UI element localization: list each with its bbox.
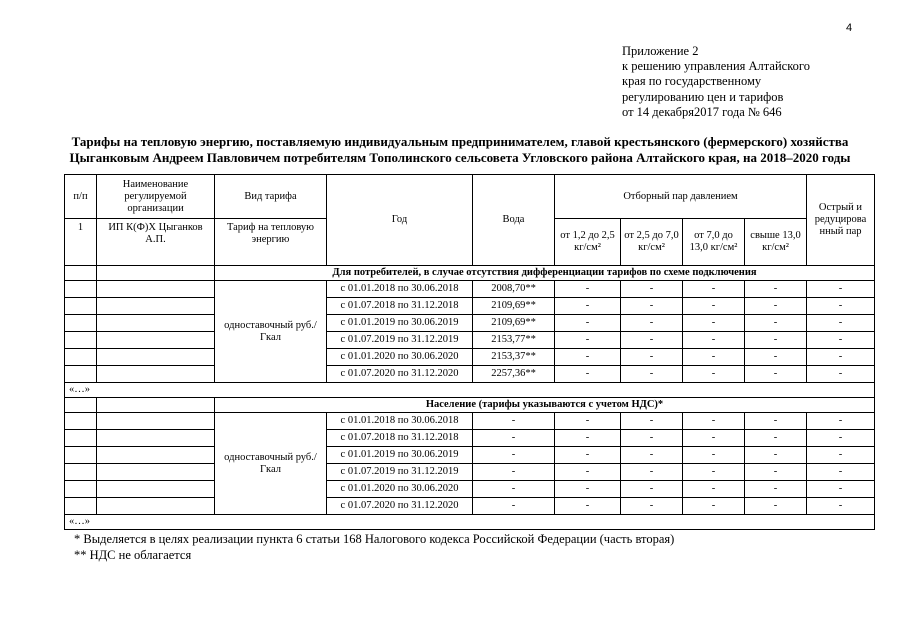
- water-cell: 2257,36**: [473, 366, 555, 383]
- sharp-steam-cell: -: [807, 366, 875, 383]
- cell-empty: [65, 315, 97, 332]
- cell-empty: [65, 298, 97, 315]
- table-row: [65, 498, 875, 515]
- header-steam-2: от 2,5 до 7,0 кг/см²: [621, 219, 683, 266]
- steam-3-cell: -: [683, 430, 745, 447]
- steam-1-cell: -: [555, 464, 621, 481]
- steam-2-cell: -: [621, 349, 683, 366]
- steam-4-cell: -: [745, 447, 807, 464]
- cell-empty: [65, 481, 97, 498]
- steam-2-cell: -: [621, 298, 683, 315]
- header-org: Наименование регулируемой организации: [97, 175, 215, 219]
- water-cell: -: [473, 498, 555, 515]
- steam-1-cell: -: [555, 315, 621, 332]
- appendix-line: регулированию цен и тарифов: [622, 89, 784, 104]
- steam-4-cell: -: [745, 349, 807, 366]
- cell-empty: [65, 398, 97, 413]
- tariff-table: [64, 174, 875, 530]
- cell-empty: [97, 332, 215, 349]
- steam-3-cell: -: [683, 498, 745, 515]
- steam-4-cell: -: [745, 315, 807, 332]
- steam-3-cell: -: [683, 281, 745, 298]
- table-row: [65, 464, 875, 481]
- cell-empty: [97, 266, 215, 281]
- table-row: [65, 349, 875, 366]
- period-cell: с 01.01.2019 по 30.06.2019: [327, 315, 473, 332]
- sharp-steam-cell: -: [807, 298, 875, 315]
- sharp-steam-cell: -: [807, 447, 875, 464]
- steam-3-cell: -: [683, 447, 745, 464]
- steam-3-cell: -: [683, 464, 745, 481]
- sharp-steam-cell: -: [807, 281, 875, 298]
- cell-empty: [65, 413, 97, 430]
- sharp-steam-cell: -: [807, 498, 875, 515]
- cell-empty: [97, 413, 215, 430]
- header-tariff-type: Вид тарифа: [215, 175, 327, 219]
- steam-4-cell: -: [745, 430, 807, 447]
- steam-2-cell: -: [621, 481, 683, 498]
- header-water: Вода: [473, 175, 555, 266]
- table-row: [65, 366, 875, 383]
- water-cell: -: [473, 447, 555, 464]
- steam-2-cell: -: [621, 498, 683, 515]
- period-cell: с 01.01.2018 по 30.06.2018: [327, 281, 473, 298]
- table-row: [65, 332, 875, 349]
- steam-2-cell: -: [621, 332, 683, 349]
- ellipsis-row: [65, 515, 875, 530]
- cell-empty: [97, 349, 215, 366]
- sharp-steam-cell: -: [807, 413, 875, 430]
- table-row: [65, 315, 875, 332]
- cell-empty: [97, 447, 215, 464]
- appendix-block: [622, 44, 810, 120]
- water-cell: -: [473, 481, 555, 498]
- footnote: ** НДС не облагается: [74, 547, 192, 562]
- cell-empty: [97, 298, 215, 315]
- table-row: [65, 481, 875, 498]
- period-cell: с 01.07.2020 по 31.12.2020: [327, 498, 473, 515]
- cell-empty: [65, 447, 97, 464]
- table-row: [65, 430, 875, 447]
- period-cell: с 01.01.2019 по 30.06.2019: [327, 447, 473, 464]
- document-title: [40, 134, 880, 166]
- tariff-name: Тариф на тепловую энергию: [215, 219, 327, 266]
- sharp-steam-cell: -: [807, 332, 875, 349]
- steam-3-cell: -: [683, 413, 745, 430]
- steam-2-cell: -: [621, 315, 683, 332]
- steam-4-cell: -: [745, 481, 807, 498]
- cell-empty: [65, 464, 97, 481]
- section-header-row: [65, 266, 875, 281]
- steam-1-cell: -: [555, 332, 621, 349]
- cell-empty: [65, 349, 97, 366]
- period-cell: с 01.07.2018 по 31.12.2018: [327, 298, 473, 315]
- period-cell: с 01.07.2020 по 31.12.2020: [327, 366, 473, 383]
- header-steam-4: свыше 13,0 кг/см²: [745, 219, 807, 266]
- tariff-label: одноставочный руб./Гкал: [215, 413, 327, 515]
- table-row: [65, 447, 875, 464]
- water-cell: 2109,69**: [473, 315, 555, 332]
- table-row: [65, 298, 875, 315]
- period-cell: с 01.01.2020 по 30.06.2020: [327, 349, 473, 366]
- appendix-line: края по государственному: [622, 74, 762, 89]
- steam-2-cell: -: [621, 430, 683, 447]
- water-cell: 2008,70**: [473, 281, 555, 298]
- steam-1-cell: -: [555, 349, 621, 366]
- steam-4-cell: -: [745, 498, 807, 515]
- steam-3-cell: -: [683, 332, 745, 349]
- steam-4-cell: -: [745, 413, 807, 430]
- header-sharp-steam: Острый и редуцирова нный пар: [807, 175, 875, 266]
- cell-empty: [97, 281, 215, 298]
- section-header-row: [65, 398, 875, 413]
- steam-2-cell: -: [621, 366, 683, 383]
- cell-empty: [97, 430, 215, 447]
- ellipsis-cell: «…»: [65, 515, 875, 530]
- steam-1-cell: -: [555, 430, 621, 447]
- cell-empty: [65, 430, 97, 447]
- steam-1-cell: -: [555, 298, 621, 315]
- period-cell: с 01.07.2018 по 31.12.2018: [327, 430, 473, 447]
- steam-2-cell: -: [621, 281, 683, 298]
- water-cell: 2153,37**: [473, 349, 555, 366]
- cell-empty: [97, 366, 215, 383]
- water-cell: -: [473, 464, 555, 481]
- steam-4-cell: -: [745, 464, 807, 481]
- steam-3-cell: -: [683, 298, 745, 315]
- cell-empty: [97, 464, 215, 481]
- cell-empty: [97, 481, 215, 498]
- water-cell: 2153,77**: [473, 332, 555, 349]
- org-name: ИП К(Ф)Х Цыганков А.П.: [97, 219, 215, 266]
- steam-2-cell: -: [621, 447, 683, 464]
- steam-1-cell: -: [555, 281, 621, 298]
- ellipsis-row: [65, 383, 875, 398]
- steam-1-cell: -: [555, 498, 621, 515]
- steam-2-cell: -: [621, 413, 683, 430]
- steam-4-cell: -: [745, 332, 807, 349]
- header-year: Год: [327, 175, 473, 266]
- section-title: Для потребителей, в случае отсутствия дифференциации тарифов по схеме подключения: [215, 266, 875, 281]
- cell-empty: [65, 281, 97, 298]
- period-cell: с 01.01.2018 по 30.06.2018: [327, 413, 473, 430]
- header-steam-group: Отборный пар давлением: [555, 175, 807, 219]
- section-title: Население (тарифы указываются с учетом НДС)*: [215, 398, 875, 413]
- cell-empty: [65, 332, 97, 349]
- title-line: Тарифы на тепловую энергию, поставляемую индивидуальным предпринимателем, главой крестьянского (фермерского) хозяйства: [71, 134, 849, 149]
- steam-4-cell: -: [745, 366, 807, 383]
- steam-1-cell: -: [555, 447, 621, 464]
- steam-3-cell: -: [683, 366, 745, 383]
- appendix-line: к решению управления Алтайского: [622, 59, 810, 74]
- period-cell: с 01.07.2019 по 31.12.2019: [327, 464, 473, 481]
- title-line: Цыганковым Андреем Павловичем потребителям Тополинского сельсовета Угловского района Алтайского края, на 2018–2020 годы: [69, 150, 851, 165]
- steam-3-cell: -: [683, 481, 745, 498]
- steam-1-cell: -: [555, 481, 621, 498]
- cell-empty: [97, 398, 215, 413]
- steam-2-cell: -: [621, 464, 683, 481]
- header-steam-1: от 1,2 до 2,5 кг/см²: [555, 219, 621, 266]
- appendix-line: Приложение 2: [622, 44, 699, 58]
- sharp-steam-cell: -: [807, 430, 875, 447]
- table-row: [65, 413, 875, 430]
- water-cell: -: [473, 430, 555, 447]
- tariff-label: одноставочный руб./Гкал: [215, 281, 327, 383]
- sharp-steam-cell: -: [807, 464, 875, 481]
- steam-1-cell: -: [555, 413, 621, 430]
- cell-empty: [65, 266, 97, 281]
- steam-3-cell: -: [683, 349, 745, 366]
- steam-1-cell: -: [555, 366, 621, 383]
- row-number: 1: [65, 219, 97, 266]
- cell-empty: [97, 315, 215, 332]
- cell-empty: [97, 498, 215, 515]
- water-cell: 2109,69**: [473, 298, 555, 315]
- header-num: п/п: [65, 175, 97, 219]
- header-steam-3: от 7,0 до 13,0 кг/см²: [683, 219, 745, 266]
- page-number: 4: [846, 22, 853, 34]
- cell-empty: [65, 366, 97, 383]
- steam-3-cell: -: [683, 315, 745, 332]
- footnote: * Выделяется в целях реализации пункта 6 статьи 168 Налогового кодекса Российской Федерации (часть вторая): [74, 532, 675, 546]
- table-row: [65, 281, 875, 298]
- footnotes: [74, 532, 674, 563]
- sharp-steam-cell: -: [807, 315, 875, 332]
- appendix-line: от 14 декабря2017 года № 646: [622, 104, 782, 119]
- steam-4-cell: -: [745, 281, 807, 298]
- period-cell: с 01.07.2019 по 31.12.2019: [327, 332, 473, 349]
- period-cell: с 01.01.2020 по 30.06.2020: [327, 481, 473, 498]
- steam-4-cell: -: [745, 298, 807, 315]
- ellipsis-cell: «…»: [65, 383, 875, 398]
- water-cell: -: [473, 413, 555, 430]
- sharp-steam-cell: -: [807, 481, 875, 498]
- sharp-steam-cell: -: [807, 349, 875, 366]
- cell-empty: [65, 498, 97, 515]
